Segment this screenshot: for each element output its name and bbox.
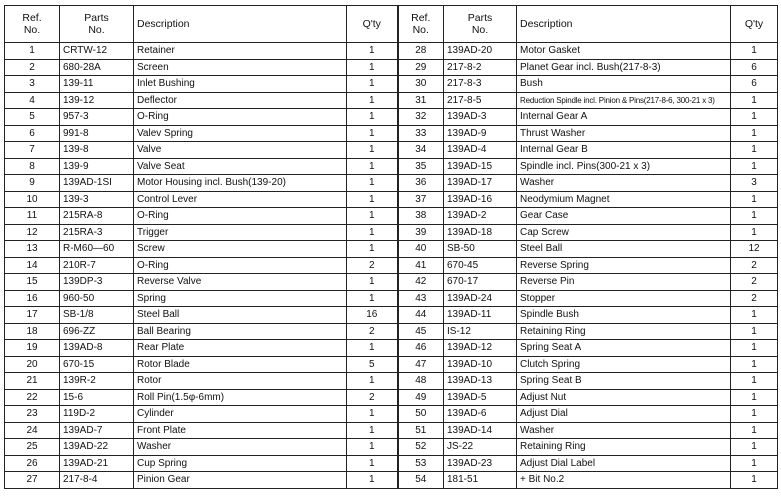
qty-cell: 1 (347, 439, 398, 456)
qty-cell: 1 (731, 455, 778, 472)
description-cell: Screen (134, 59, 347, 76)
table-row (5, 257, 778, 274)
parts-list-table (4, 5, 778, 489)
qty-cell: 2 (731, 257, 778, 274)
qty-cell: 6 (731, 59, 778, 76)
description-cell: Neodymium Magnet (517, 191, 731, 208)
qty-cell: 1 (347, 422, 398, 439)
table-row (5, 43, 778, 60)
ref-no-cell: 51 (398, 422, 444, 439)
part-no-cell: JS-22 (444, 439, 517, 456)
table-row (5, 158, 778, 175)
qty-cell: 2 (347, 257, 398, 274)
table-row (5, 59, 778, 76)
description-cell: Steel Ball (134, 307, 347, 324)
qty-cell: 1 (347, 224, 398, 241)
part-no-cell: 960-50 (60, 290, 134, 307)
ref-no-cell: 31 (398, 92, 444, 109)
qty-cell: 1 (731, 43, 778, 60)
qty-cell: 1 (347, 406, 398, 423)
ref-no-cell: 24 (5, 422, 60, 439)
ref-no-cell: 8 (5, 158, 60, 175)
ref-no-cell: 2 (5, 59, 60, 76)
ref-no-cell: 26 (5, 455, 60, 472)
ref-no-cell: 5 (5, 109, 60, 126)
description-cell: Reverse Valve (134, 274, 347, 291)
ref-no-cell: 15 (5, 274, 60, 291)
qty-cell: 1 (347, 241, 398, 258)
description-cell: Roll Pin(1.5φ-6mm) (134, 389, 347, 406)
table-row (5, 274, 778, 291)
part-no-cell: 139AD-9 (444, 125, 517, 142)
description-cell: Internal Gear B (517, 142, 731, 159)
description-cell: Adjust Dial (517, 406, 731, 423)
table-row (5, 472, 778, 489)
table-row (5, 125, 778, 142)
table-row (5, 290, 778, 307)
qty-cell: 1 (731, 406, 778, 423)
part-no-cell: 217-8-4 (60, 472, 134, 489)
ref-no-cell: 43 (398, 290, 444, 307)
qty-cell: 1 (731, 373, 778, 390)
ref-no-cell: 46 (398, 340, 444, 357)
part-no-cell: 139AD-4 (444, 142, 517, 159)
description-cell: Inlet Bushing (134, 76, 347, 93)
part-no-cell: 119D-2 (60, 406, 134, 423)
ref-no-cell: 47 (398, 356, 444, 373)
ref-no-cell: 13 (5, 241, 60, 258)
table-row (5, 175, 778, 192)
ref-no-cell: 44 (398, 307, 444, 324)
description-cell: O-Ring (134, 257, 347, 274)
qty-cell: 1 (347, 340, 398, 357)
part-no-cell: 139-12 (60, 92, 134, 109)
ref-no-cell: 29 (398, 59, 444, 76)
part-no-cell: IS-12 (444, 323, 517, 340)
table-row (5, 92, 778, 109)
qty-cell: 12 (731, 241, 778, 258)
part-no-cell: R-M60—60 (60, 241, 134, 258)
part-no-cell: 139AD-23 (444, 455, 517, 472)
qty-cell: 1 (347, 455, 398, 472)
part-no-cell: 139AD-14 (444, 422, 517, 439)
description-header: Description (134, 6, 347, 43)
part-no-cell: 217-8-3 (444, 76, 517, 93)
ref-no-cell: 18 (5, 323, 60, 340)
qty-cell: 1 (731, 224, 778, 241)
ref-no-cell: 54 (398, 472, 444, 489)
part-no-cell: 139AD-18 (444, 224, 517, 241)
part-no-cell: 991-8 (60, 125, 134, 142)
qty-cell: 1 (731, 439, 778, 456)
ref-no-cell: 49 (398, 389, 444, 406)
part-no-cell: 957-3 (60, 109, 134, 126)
ref-no-cell: 17 (5, 307, 60, 324)
part-no-cell: 139-9 (60, 158, 134, 175)
part-no-cell: 139AD-1SI (60, 175, 134, 192)
part-no-cell: 215RA-3 (60, 224, 134, 241)
part-no-cell: 215RA-8 (60, 208, 134, 225)
part-no-cell: 139AD-16 (444, 191, 517, 208)
qty-cell: 1 (347, 373, 398, 390)
part-no-cell: 139-8 (60, 142, 134, 159)
description-cell: Control Lever (134, 191, 347, 208)
part-no-cell: 139AD-20 (444, 43, 517, 60)
ref-no-cell: 34 (398, 142, 444, 159)
part-no-cell: 217-8-5 (444, 92, 517, 109)
part-no-cell: 670-45 (444, 257, 517, 274)
qty-cell: 1 (347, 125, 398, 142)
part-no-cell: 696-ZZ (60, 323, 134, 340)
ref-no-cell: 23 (5, 406, 60, 423)
ref-no-header: Ref. No. (398, 6, 444, 43)
ref-no-cell: 35 (398, 158, 444, 175)
qty-cell: 1 (347, 76, 398, 93)
part-no-cell: 181-51 (444, 472, 517, 489)
ref-no-cell: 39 (398, 224, 444, 241)
description-cell: Trigger (134, 224, 347, 241)
description-cell: Valev Spring (134, 125, 347, 142)
part-no-cell: 139AD-8 (60, 340, 134, 357)
description-cell: Reverse Pin (517, 274, 731, 291)
qty-cell: 1 (731, 109, 778, 126)
qty-cell: 2 (347, 323, 398, 340)
qty-header: Q'ty (731, 6, 778, 43)
qty-cell: 5 (347, 356, 398, 373)
description-header: Description (517, 6, 731, 43)
ref-no-cell: 7 (5, 142, 60, 159)
qty-cell: 1 (347, 158, 398, 175)
ref-no-cell: 53 (398, 455, 444, 472)
ref-no-cell: 45 (398, 323, 444, 340)
description-cell: Reduction Spindle incl. Pinion & Pins(217-8-6, 300-21 x 3) (517, 92, 731, 109)
qty-cell: 3 (731, 175, 778, 192)
description-cell: Cylinder (134, 406, 347, 423)
qty-cell: 1 (347, 109, 398, 126)
part-no-cell: 210R-7 (60, 257, 134, 274)
part-no-cell: 139AD-2 (444, 208, 517, 225)
ref-no-cell: 28 (398, 43, 444, 60)
part-no-cell: 139DP-3 (60, 274, 134, 291)
qty-cell: 6 (731, 76, 778, 93)
ref-no-cell: 19 (5, 340, 60, 357)
description-cell: Retaining Ring (517, 323, 731, 340)
description-cell: Spring (134, 290, 347, 307)
part-no-cell: SB-1/8 (60, 307, 134, 324)
description-cell: Retaining Ring (517, 439, 731, 456)
qty-cell: 1 (731, 191, 778, 208)
ref-no-cell: 40 (398, 241, 444, 258)
qty-cell: 1 (731, 356, 778, 373)
ref-no-cell: 30 (398, 76, 444, 93)
table-row (5, 455, 778, 472)
ref-no-cell: 20 (5, 356, 60, 373)
description-cell: Steel Ball (517, 241, 731, 258)
qty-cell: 1 (731, 158, 778, 175)
ref-no-cell: 12 (5, 224, 60, 241)
ref-no-cell: 27 (5, 472, 60, 489)
table-row (5, 109, 778, 126)
description-cell: Valve Seat (134, 158, 347, 175)
description-cell: Thrust Washer (517, 125, 731, 142)
description-cell: + Bit No.2 (517, 472, 731, 489)
ref-no-cell: 11 (5, 208, 60, 225)
table-row (5, 224, 778, 241)
parts-no-header: Parts No. (444, 6, 517, 43)
ref-no-cell: 1 (5, 43, 60, 60)
description-cell: Deflector (134, 92, 347, 109)
ref-no-cell: 52 (398, 439, 444, 456)
table-row (5, 191, 778, 208)
qty-cell: 1 (347, 290, 398, 307)
ref-no-cell: 14 (5, 257, 60, 274)
qty-cell: 1 (347, 92, 398, 109)
table-row (5, 307, 778, 324)
qty-cell: 1 (731, 307, 778, 324)
description-cell: Front Plate (134, 422, 347, 439)
parts-no-header: Parts No. (60, 6, 134, 43)
table-row (5, 323, 778, 340)
description-cell: Washer (517, 175, 731, 192)
description-cell: Cap Screw (517, 224, 731, 241)
ref-no-cell: 21 (5, 373, 60, 390)
part-no-cell: 139AD-10 (444, 356, 517, 373)
header-row (5, 6, 778, 43)
table-row (5, 439, 778, 456)
qty-cell: 1 (347, 472, 398, 489)
part-no-cell: 139AD-13 (444, 373, 517, 390)
qty-cell: 1 (347, 274, 398, 291)
part-no-cell: 139AD-21 (60, 455, 134, 472)
table-row (5, 389, 778, 406)
ref-no-cell: 6 (5, 125, 60, 142)
part-no-cell: 139-11 (60, 76, 134, 93)
description-cell: Bush (517, 76, 731, 93)
qty-cell: 1 (731, 389, 778, 406)
part-no-cell: 217-8-2 (444, 59, 517, 76)
part-no-cell: 139AD-6 (444, 406, 517, 423)
description-cell: Spindle Bush (517, 307, 731, 324)
description-cell: O-Ring (134, 109, 347, 126)
table-row (5, 422, 778, 439)
qty-cell: 2 (347, 389, 398, 406)
description-cell: Spindle incl. Pins(300-21 x 3) (517, 158, 731, 175)
description-cell: Screw (134, 241, 347, 258)
description-cell: Retainer (134, 43, 347, 60)
qty-cell: 1 (347, 191, 398, 208)
ref-no-cell: 32 (398, 109, 444, 126)
description-cell: Planet Gear incl. Bush(217-8-3) (517, 59, 731, 76)
ref-no-cell: 4 (5, 92, 60, 109)
ref-no-cell: 25 (5, 439, 60, 456)
qty-cell: 1 (347, 208, 398, 225)
part-no-cell: 139AD-3 (444, 109, 517, 126)
ref-no-cell: 36 (398, 175, 444, 192)
ref-no-cell: 22 (5, 389, 60, 406)
part-no-cell: SB-50 (444, 241, 517, 258)
part-no-cell: 670-17 (444, 274, 517, 291)
description-cell: O-Ring (134, 208, 347, 225)
qty-cell: 2 (731, 290, 778, 307)
part-no-cell: CRTW-12 (60, 43, 134, 60)
qty-header: Q'ty (347, 6, 398, 43)
description-cell: Valve (134, 142, 347, 159)
part-no-cell: 139AD-12 (444, 340, 517, 357)
description-cell: Rotor Blade (134, 356, 347, 373)
part-no-cell: 680-28A (60, 59, 134, 76)
part-no-cell: 139-3 (60, 191, 134, 208)
description-cell: Washer (134, 439, 347, 456)
part-no-cell: 139AD-5 (444, 389, 517, 406)
ref-no-header: Ref. No. (5, 6, 60, 43)
part-no-cell: 139AD-7 (60, 422, 134, 439)
ref-no-cell: 3 (5, 76, 60, 93)
qty-cell: 1 (347, 43, 398, 60)
description-cell: Adjust Nut (517, 389, 731, 406)
qty-cell: 1 (731, 208, 778, 225)
ref-no-cell: 50 (398, 406, 444, 423)
part-no-cell: 15-6 (60, 389, 134, 406)
description-cell: Gear Case (517, 208, 731, 225)
table-row (5, 76, 778, 93)
ref-no-cell: 38 (398, 208, 444, 225)
qty-cell: 1 (731, 125, 778, 142)
ref-no-cell: 37 (398, 191, 444, 208)
qty-cell: 16 (347, 307, 398, 324)
table-row (5, 406, 778, 423)
part-no-cell: 139AD-22 (60, 439, 134, 456)
ref-no-cell: 10 (5, 191, 60, 208)
qty-cell: 1 (731, 92, 778, 109)
description-cell: Motor Housing incl. Bush(139-20) (134, 175, 347, 192)
ref-no-cell: 41 (398, 257, 444, 274)
ref-no-cell: 48 (398, 373, 444, 390)
description-cell: Internal Gear A (517, 109, 731, 126)
qty-cell: 2 (731, 274, 778, 291)
qty-cell: 1 (731, 142, 778, 159)
table-row (5, 340, 778, 357)
description-cell: Adjust Dial Label (517, 455, 731, 472)
description-cell: Reverse Spring (517, 257, 731, 274)
description-cell: Spring Seat A (517, 340, 731, 357)
qty-cell: 1 (347, 142, 398, 159)
table-row (5, 356, 778, 373)
description-cell: Rear Plate (134, 340, 347, 357)
ref-no-cell: 42 (398, 274, 444, 291)
table-row (5, 208, 778, 225)
ref-no-cell: 33 (398, 125, 444, 142)
qty-cell: 1 (347, 175, 398, 192)
description-cell: Washer (517, 422, 731, 439)
description-cell: Clutch Spring (517, 356, 731, 373)
part-no-cell: 670-15 (60, 356, 134, 373)
description-cell: Cup Spring (134, 455, 347, 472)
description-cell: Motor Gasket (517, 43, 731, 60)
table-row (5, 373, 778, 390)
description-cell: Ball Bearing (134, 323, 347, 340)
description-cell: Rotor (134, 373, 347, 390)
part-no-cell: 139AD-17 (444, 175, 517, 192)
part-no-cell: 139AD-24 (444, 290, 517, 307)
description-cell: Spring Seat B (517, 373, 731, 390)
table-row (5, 241, 778, 258)
part-no-cell: 139AD-11 (444, 307, 517, 324)
qty-cell: 1 (347, 59, 398, 76)
qty-cell: 1 (731, 422, 778, 439)
part-no-cell: 139R-2 (60, 373, 134, 390)
description-cell: Pinion Gear (134, 472, 347, 489)
table-row (5, 142, 778, 159)
qty-cell: 1 (731, 340, 778, 357)
ref-no-cell: 9 (5, 175, 60, 192)
ref-no-cell: 16 (5, 290, 60, 307)
description-cell: Stopper (517, 290, 731, 307)
qty-cell: 1 (731, 472, 778, 489)
part-no-cell: 139AD-15 (444, 158, 517, 175)
qty-cell: 1 (731, 323, 778, 340)
